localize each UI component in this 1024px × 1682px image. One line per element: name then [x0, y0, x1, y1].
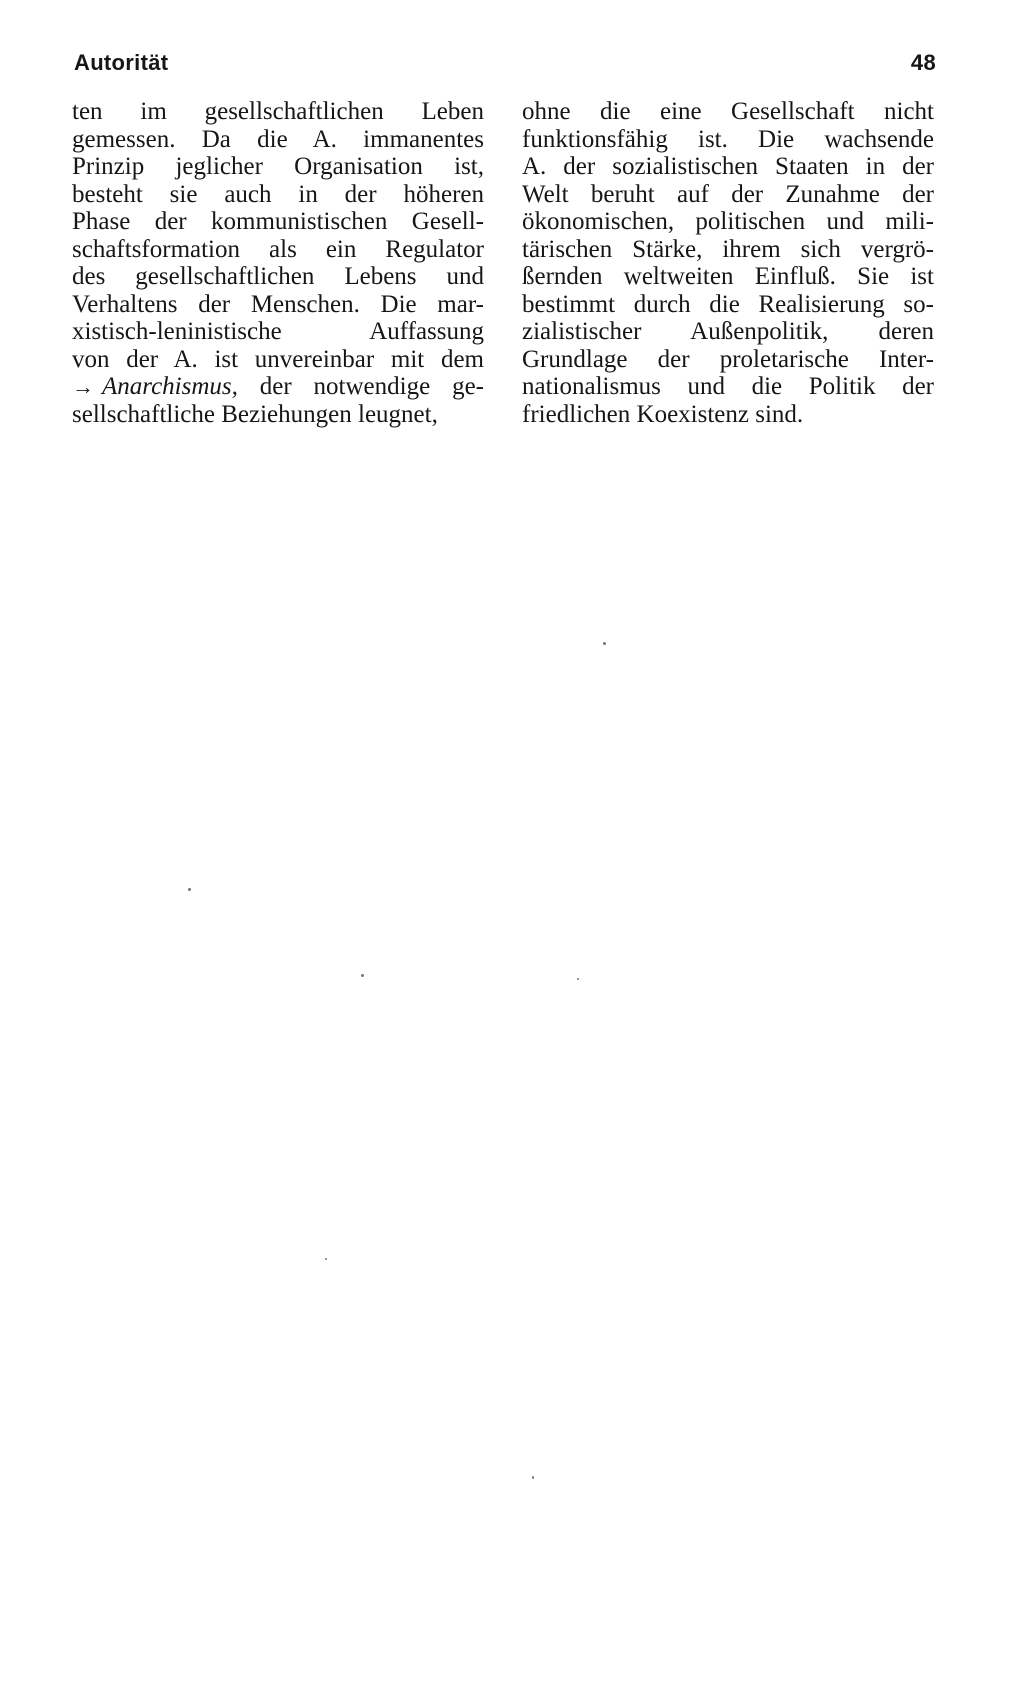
left-column	[72, 98, 484, 428]
text-line: ökonomischen, politischen und mili-	[522, 208, 934, 235]
text-line: ßernden weltweiten Einfluß. Sie ist	[522, 263, 934, 290]
text-line: Verhaltens der Menschen. Die mar-	[72, 290, 484, 318]
text-line: ten im gesellschaftlichen Leben	[72, 98, 484, 125]
page-title: Autorität	[74, 50, 169, 75]
text-line: des gesellschaftlichen Lebens und	[72, 263, 484, 290]
cross-reference-link[interactable]: Anarchismus,	[102, 373, 238, 400]
text-line: von der A. ist unvereinbar mit dem	[72, 345, 484, 373]
text-line: besteht sie auch in der höheren	[72, 180, 484, 208]
text-line: schaftsformation als ein Regulator	[72, 235, 484, 263]
text-line: A. der sozialistischen Staaten in der	[522, 153, 934, 180]
page-header	[74, 46, 936, 80]
right-column	[522, 98, 934, 428]
text-line: Welt beruht auf der Zunahme der	[522, 180, 934, 208]
text-line: Phase der kommunistischen Gesell-	[72, 208, 484, 235]
text-line: Grundlage der proletarische Inter-	[522, 345, 934, 373]
text-line: funktionsfähig ist. Die wachsende	[522, 125, 934, 153]
scan-speck	[577, 978, 579, 980]
text-line: tärischen Stärke, ihrem sich vergrö-	[522, 235, 934, 263]
scan-speck	[325, 1258, 327, 1260]
text-line: Prinzip jeglicher Organisation ist,	[72, 153, 484, 180]
text-line: nationalismus und die Politik der	[522, 373, 934, 400]
text-line-rest: der notwendige ge-	[237, 373, 484, 400]
text-line: ohne die eine Gesellschaft nicht	[522, 98, 934, 125]
text-line: zialistischer Außenpolitik, deren	[522, 318, 934, 345]
page-number: 48	[910, 50, 936, 75]
text-line: sellschaftliche Beziehungen leugnet,	[72, 400, 438, 428]
scan-speck	[603, 642, 606, 645]
text-line	[72, 373, 484, 401]
text-line: bestimmt durch die Realisierung so-	[522, 290, 934, 318]
text-line: gemessen. Da die A. immanentes	[72, 125, 484, 153]
scan-speck	[188, 888, 191, 891]
scan-speck	[361, 974, 364, 977]
text-line: friedlichen Koexistenz sind.	[522, 400, 804, 428]
text-line: xistisch-leninistische Auffassung	[72, 318, 484, 345]
scan-speck	[532, 1476, 534, 1479]
cross-reference-arrow-icon: →	[72, 374, 94, 399]
